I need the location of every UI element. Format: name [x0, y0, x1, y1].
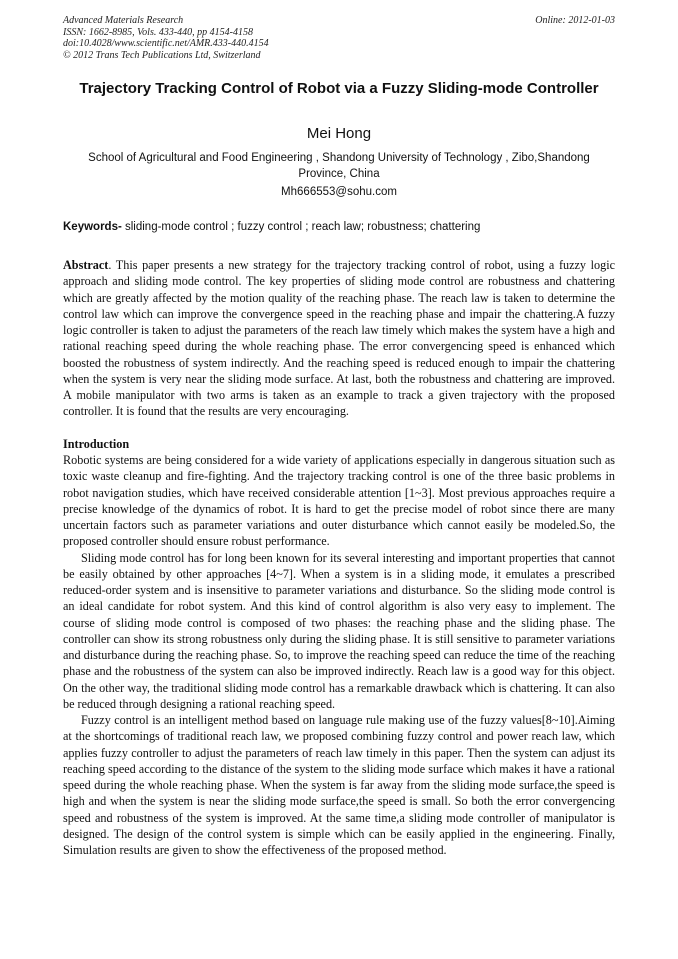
- doi-line: doi:10.4028/www.scientific.net/AMR.433-440.4154: [63, 38, 269, 49]
- section-heading-introduction: Introduction: [63, 437, 130, 451]
- keywords-text: sliding-mode control ; fuzzy control ; reach law; robustness; chattering: [125, 221, 481, 233]
- author-email: Mh666553@sohu.com: [281, 186, 397, 198]
- abstract-label: Abstract: [63, 258, 109, 272]
- journal-header: [63, 15, 615, 61]
- abstract-paragraph: [63, 257, 615, 420]
- paper-title: Trajectory Tracking Control of Robot via a Fuzzy Sliding-mode Controller: [79, 80, 599, 97]
- keywords-label: Keywords-: [63, 221, 122, 233]
- body-paragraph: Robotic systems are being considered for a wide variety of applications especially in dangerous situation such as toxic waste cleanup and fire-fighting. And the trajectory tracking control is one of the three basic problems in robot navigation studies, which have received considerable attention [1~3]. Most previous approaches require a precise knowledge of the dynamics of robot. It is hard to get the precise model of robot since there are many uncertain factors such as parameter variations and outer disturbance which cannot easily be modeled.So, the proposed controller should ensure robust performance.: [63, 453, 615, 549]
- body-paragraph: Fuzzy control is an intelligent method based on language rule making use of the fuzzy values[8~10].Aiming at the shortcomings of traditional reach law, we proposed combining fuzzy control and power reach law, which applies fuzzy controller to adjust the parameters of reach law timely in this paper. Then the system can adjust its reaching speed according to the distance of the system to the sliding mode surface which makes it have a rational speed during the whole reaching phase. When the system is far away from the sliding mode surface,the speed is high and when the system is near the sliding mode surface,the speed is small. So both the error convergencing speed and robustness of the system is improved. At the same time,a sliding mode controller of manipulator is designed. The design of the control system is simple which can be easily applied in the engineering. Finally, Simulation results are given to show the effectiveness of the proposed method.: [63, 713, 615, 857]
- issn-line: ISSN: 1662-8985, Vols. 433-440, pp 4154-4158: [63, 26, 253, 38]
- abstract-text: . This paper presents a new strategy for the trajectory tracking control of robot, using a fuzzy logic approach and sliding mode control. The key properties of sliding mode control are robustness and chattering which are greatly affected by the motion quality of the reaching phase. The reach law is taken to determine the control law which can improve the convergence speed in the reaching phase and impair the chattering.A fuzzy logic controller is taken to adjust the parameters of the reach law timely which makes the system have a high and rational reaching speed during the whole reaching phase. The error convergencing speed is enhanced which boosted the robustness of system indirectly. And the reaching speed is reduced enough to impair the chattering when the system is very near the sliding mode surface. At last, both the robustness and chattering are improved. A mobile manipulator with two arms is taken as an example to track a given trajectory with the proposed controller. It is found that the results are very encouraging.: [63, 258, 615, 419]
- copyright-line: © 2012 Trans Tech Publications Ltd, Switzerland: [63, 49, 261, 61]
- introduction-body: [63, 452, 615, 858]
- author-affiliation: School of Agricultural and Food Engineering , Shandong University of Technology , Zibo,Shandong Province, China: [88, 152, 590, 180]
- body-paragraph: Sliding mode control has for long been known for its several interesting and important properties that cannot be easily obtained by other approaches [4~7]. When a system is in a sliding mode, it emulates a prescribed reduced-order system and is insensitive to parameter variations and disturbance. So the sliding mode control is an ideal candidate for robot system. And this kind of control algorithm is also very easy to implement. The course of sliding mode control is composed of two phases: the reaching phase and the sliding phase. The controller can show its strong robustness only during the sliding phase. It is still sensitive to parameter variations and disturbance during the reaching phase. So, to improve the reaching speed can reduce the time of the reaching phase and the robustness of the system can also be improved indirectly. Reach law is a good way for this object. On the other way, the traditional sliding mode control has a remarkable drawback which is chattering. It can also be reduced through designing a rational reaching speed.: [63, 550, 615, 711]
- author-name: Mei Hong: [306, 125, 372, 142]
- online-date: Online: 2012-01-03: [535, 15, 615, 26]
- journal-name: Advanced Materials Research: [63, 15, 184, 26]
- keywords-line: [63, 219, 615, 235]
